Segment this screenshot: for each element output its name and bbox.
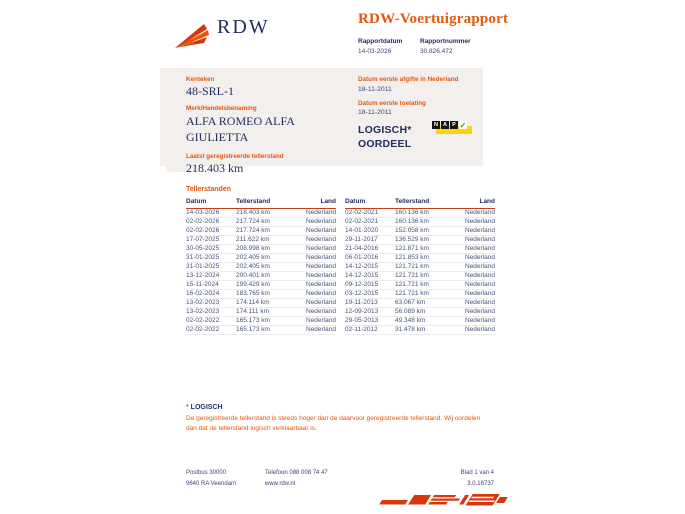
title-block <box>358 11 508 55</box>
cell-tellerstand: 202.405 km <box>236 262 294 271</box>
footer-contact <box>265 468 461 491</box>
cell-land: Nederland <box>294 208 336 217</box>
cell-datum: 13-02-2023 <box>186 298 236 307</box>
header-land: Land <box>294 196 336 208</box>
footnote-title <box>186 404 498 411</box>
cell-tellerstand: 217.724 km <box>236 226 294 235</box>
vehicle-dates-column <box>358 76 483 151</box>
table-row <box>186 325 336 334</box>
cell-tellerstand: 160.136 km <box>395 208 453 217</box>
kenteken-label: Kenteken <box>186 76 215 83</box>
oordeel-line1: LOGISCH* <box>358 124 412 136</box>
header-land: Land <box>453 196 495 208</box>
table-row <box>345 289 495 298</box>
cell-tellerstand: 199.429 km <box>236 280 294 289</box>
meter-table-left <box>186 196 336 335</box>
cell-land: Nederland <box>294 298 336 307</box>
cell-datum: 17-07-2025 <box>186 235 236 244</box>
table-row <box>345 235 495 244</box>
oordeel-line2: OORDEEL <box>358 137 412 150</box>
footnote-text: De geregistreerde tellerstand is steeds hoger dan de daarvoor geregistreerde tellerstand. Wij oordelen dan dat de tellerstand logisch verklaarbaar is. <box>186 415 481 432</box>
cell-tellerstand: 121.721 km <box>395 262 453 271</box>
cell-datum: 14-03-2026 <box>186 208 236 217</box>
cell-tellerstand: 218.403 km <box>236 208 294 217</box>
table-row <box>186 289 336 298</box>
footer-address-line2: 9640 RA Veendam <box>186 481 237 488</box>
table-row <box>345 298 495 307</box>
cell-datum: 21-04-2016 <box>345 244 395 253</box>
nap-logo <box>432 121 472 137</box>
cell-land: Nederland <box>294 226 336 235</box>
cell-land: Nederland <box>453 289 495 298</box>
cell-tellerstand: 202.405 km <box>236 253 294 262</box>
cell-tellerstand: 63.067 km <box>395 298 453 307</box>
cell-tellerstand: 152.058 km <box>395 226 453 235</box>
kenteken-value: 48-SRL-1 <box>186 84 234 98</box>
cell-tellerstand: 183.765 km <box>236 289 294 298</box>
cell-land: Nederland <box>453 262 495 271</box>
table-row <box>345 325 495 334</box>
cell-land: Nederland <box>453 298 495 307</box>
cell-land: Nederland <box>453 316 495 325</box>
speed-stripes-graphic <box>377 492 523 508</box>
cell-tellerstand: 165.173 km <box>236 316 294 325</box>
report-number-value: 30.826.472 <box>420 47 453 55</box>
footer-version: 3.0.18737 <box>467 481 494 488</box>
table-row <box>345 307 495 316</box>
cell-land: Nederland <box>453 244 495 253</box>
cell-datum: 29-05-2013 <box>345 316 395 325</box>
cell-tellerstand: 200.401 km <box>236 271 294 280</box>
rdw-wing-icon <box>174 22 210 50</box>
laatste-tellerstand-value: 218.403 km <box>186 161 244 176</box>
cell-tellerstand: 208.998 km <box>236 244 294 253</box>
afgifte-value: 18-11-2011 <box>358 85 392 93</box>
report-date-label: Rapportdatum <box>358 38 403 45</box>
table-row <box>186 226 336 235</box>
footer-address <box>186 468 265 491</box>
table-row <box>186 235 336 244</box>
cell-tellerstand: 121.721 km <box>395 271 453 280</box>
cell-datum: 31-01-2025 <box>186 262 236 271</box>
cell-land: Nederland <box>453 226 495 235</box>
cell-land: Nederland <box>294 244 336 253</box>
footer-phone: Telefoon 088 008 74 47 <box>265 470 328 476</box>
cell-tellerstand: 49.348 km <box>395 316 453 325</box>
cell-datum: 15-11-2024 <box>186 280 236 289</box>
cell-datum: 14-12-2015 <box>345 271 395 280</box>
nap-letter-squares <box>432 121 467 129</box>
cell-datum: 30-05-2025 <box>186 244 236 253</box>
cell-datum: 09-12-2015 <box>345 280 395 289</box>
table-row <box>345 316 495 325</box>
cell-datum: 13-02-2023 <box>186 307 236 316</box>
cell-datum: 06-01-2016 <box>345 253 395 262</box>
table-row <box>186 262 336 271</box>
table-row <box>186 316 336 325</box>
cell-datum: 12-09-2013 <box>345 307 395 316</box>
header-tellerstand: Tellerstand <box>395 196 453 208</box>
nap-checkmark-icon: ✓ <box>459 120 467 130</box>
table-row <box>345 208 495 217</box>
table-row <box>186 217 336 226</box>
toelating-value: 18-11-2011 <box>358 109 392 116</box>
page-footer <box>186 468 494 491</box>
table-row <box>186 298 336 307</box>
nap-letter-p: P <box>450 121 458 129</box>
cell-tellerstand: 121.871 km <box>395 244 453 253</box>
vehicle-summary-card <box>160 68 483 176</box>
cell-tellerstand: 217.724 km <box>236 217 294 226</box>
cell-tellerstand: 136.529 km <box>395 235 453 244</box>
table-row <box>345 226 495 235</box>
table-row <box>186 307 336 316</box>
table-row <box>186 271 336 280</box>
header-datum: Datum <box>186 196 236 208</box>
cell-datum: 02-02-2026 <box>186 217 236 226</box>
tellerstanden-section <box>186 186 494 335</box>
merk-value: ALFA ROMEO ALFA GIULIETTA <box>186 114 295 145</box>
cell-land: Nederland <box>453 307 495 316</box>
report-date-value: 14-03-2026 <box>358 47 392 55</box>
cell-land: Nederland <box>453 217 495 226</box>
cell-land: Nederland <box>294 262 336 271</box>
table-header-row <box>186 196 336 208</box>
report-number-label: Rapportnummer <box>420 38 471 45</box>
table-row <box>345 217 495 226</box>
cell-tellerstand: 174.111 km <box>236 307 294 316</box>
toelating-label: Datum eerste toelating <box>358 99 426 107</box>
report-meta <box>358 38 508 55</box>
cell-land: Nederland <box>294 289 336 298</box>
cell-tellerstand: 121.853 km <box>395 253 453 262</box>
rdw-logo <box>174 16 270 50</box>
cell-land: Nederland <box>294 307 336 316</box>
report-number <box>420 38 471 55</box>
cell-tellerstand: 121.721 km <box>395 289 453 298</box>
header-tellerstand: Tellerstand <box>236 196 294 208</box>
table-row <box>345 253 495 262</box>
cell-datum: 13-12-2024 <box>186 271 236 280</box>
cell-land: Nederland <box>294 316 336 325</box>
cell-tellerstand: 56.089 km <box>395 307 453 316</box>
cell-land: Nederland <box>294 217 336 226</box>
cell-land: Nederland <box>453 235 495 244</box>
table-row <box>345 262 495 271</box>
nap-letter-n: N <box>432 121 440 129</box>
cell-land: Nederland <box>453 325 495 334</box>
cell-datum: 31-01-2025 <box>186 253 236 262</box>
table-row <box>345 244 495 253</box>
cell-datum: 02-02-2022 <box>186 316 236 325</box>
table-row <box>345 271 495 280</box>
cell-datum: 16-02-2024 <box>186 289 236 298</box>
report-date <box>358 38 420 55</box>
cell-land: Nederland <box>294 325 336 334</box>
cell-tellerstand: 31.478 km <box>395 325 453 334</box>
meter-table-right <box>345 196 495 335</box>
cell-datum: 14-12-2015 <box>345 262 395 271</box>
cell-tellerstand: 211.622 km <box>236 235 294 244</box>
cell-datum: 02-02-2022 <box>186 325 236 334</box>
table-header-row <box>345 196 495 208</box>
cell-datum: 03-12-2015 <box>345 289 395 298</box>
cell-tellerstand: 174.114 km <box>236 298 294 307</box>
merk-label: Merk/Handelsbenaming <box>186 105 257 112</box>
cell-land: Nederland <box>294 235 336 244</box>
cell-datum: 19-11-2013 <box>345 298 395 307</box>
table-row <box>186 280 336 289</box>
header-datum: Datum <box>345 196 395 208</box>
cell-datum: 02-02-2021 <box>345 208 395 217</box>
cell-land: Nederland <box>294 280 336 289</box>
laatste-tellerstand-label: Laatst geregistreerde tellerstand <box>186 153 284 161</box>
cell-datum: 02-11-2012 <box>345 325 395 334</box>
footer-paging <box>461 468 494 491</box>
nap-letter-a: A <box>441 121 449 129</box>
logisch-footnote <box>186 404 498 434</box>
table-row <box>345 280 495 289</box>
footnote-title-text: LOGISCH <box>190 404 223 411</box>
cell-land: Nederland <box>294 271 336 280</box>
cell-land: Nederland <box>453 271 495 280</box>
footer-website-link[interactable]: www.rdw.nl <box>265 481 296 488</box>
afgifte-label: Datum eerste afgifte in Nederland <box>358 76 459 83</box>
footer-page-indicator: Blad 1 van 4 <box>460 470 494 476</box>
table-row <box>186 208 336 217</box>
cell-tellerstand: 160.136 km <box>395 217 453 226</box>
cell-datum: 02-02-2026 <box>186 226 236 235</box>
cell-land: Nederland <box>453 253 495 262</box>
cell-land: Nederland <box>453 280 495 289</box>
page-title: RDW-Voertuigrapport <box>358 11 509 27</box>
table-row <box>186 244 336 253</box>
footnote-asterisk: * <box>186 404 191 411</box>
cell-datum: 29-11-2017 <box>345 235 395 244</box>
vehicle-identity-column <box>186 76 326 182</box>
cell-datum: 02-02-2021 <box>345 217 395 226</box>
cell-tellerstand: 165.173 km <box>236 325 294 334</box>
cell-datum: 14-01-2020 <box>345 226 395 235</box>
cell-land: Nederland <box>294 253 336 262</box>
rdw-logo-text: RDW <box>217 16 270 38</box>
table-row <box>186 253 336 262</box>
cell-tellerstand: 121.721 km <box>395 280 453 289</box>
cell-land: Nederland <box>453 208 495 217</box>
footer-address-line1: Postbus 30000 <box>186 470 227 476</box>
tellerstanden-title: Tellerstanden <box>186 186 231 193</box>
